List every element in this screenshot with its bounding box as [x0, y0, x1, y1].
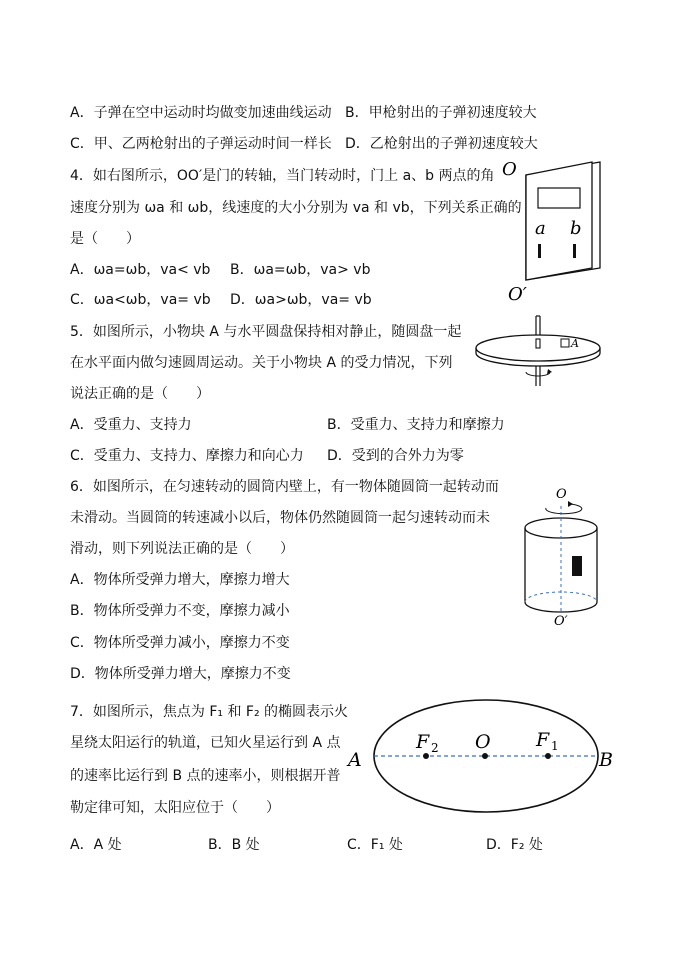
q7-stem-line1: 7．如图所示，焦点为 F₁ 和 F₂ 的椭圆表示火: [70, 704, 349, 720]
q3-option-a: A．子弹在空中运动时均做变加速曲线运动: [70, 105, 332, 121]
q6-option-d: D．物体所受弹力增大，摩擦力不变: [70, 666, 291, 682]
q4-stem-line3: 是（ ）: [70, 231, 140, 247]
cylinder-axis-top-label: O: [556, 487, 567, 502]
q7-option-d: D．F₂ 处: [486, 837, 543, 853]
axis-top-label: O: [502, 159, 517, 180]
point-b-label: b: [570, 218, 582, 239]
focus-f2-subscript: 2: [431, 741, 439, 755]
point-b-marker: [573, 244, 576, 258]
q7-stem-line4: 勒定律可知，太阳应位于（ ）: [70, 800, 280, 816]
q4-option-d: D．ωa>ωb，va= vb: [230, 292, 372, 308]
q7-option-c: C．F₁ 处: [347, 837, 403, 853]
q6-stem-line2: 未滑动。当圆筒的转速减小以后，物体仍然随圆筒一起匀速转动而未: [70, 510, 490, 526]
door-figure: [500, 158, 610, 306]
center-o-point: [482, 753, 488, 759]
cylinder-axis-bottom-label: O′: [554, 614, 568, 629]
q6-option-b: B．物体所受弹力不变，摩擦力减小: [70, 603, 290, 619]
focus-f1-label: F: [536, 729, 550, 751]
q4-option-c: C．ωa<ωb，va= vb: [70, 292, 211, 308]
point-b-label: B: [599, 749, 613, 771]
q3-option-c: C．甲、乙两枪射出的子弹运动时间一样长: [70, 136, 332, 152]
ellipse-orbit-figure: [340, 694, 620, 822]
q6-option-a: A．物体所受弹力增大，摩擦力增大: [70, 572, 290, 588]
q3-option-b: B．甲枪射出的子弹初速度较大: [345, 105, 537, 121]
q5-option-d: D．受到的合外力为零: [327, 448, 464, 464]
q7-option-b: B．B 处: [208, 837, 260, 853]
q5-option-a: A．受重力、支持力: [70, 417, 192, 433]
cylinder-object: [572, 556, 582, 576]
focus-f1-point: [545, 753, 551, 759]
q5-stem-line1: 5．如图所示，小物块 A 与水平圆盘保持相对静止，随圆盘一起: [70, 324, 462, 340]
q5-option-c: C．受重力、支持力、摩擦力和向心力: [70, 448, 304, 464]
turntable-figure: [470, 312, 610, 390]
q6-stem-line3: 滑动，则下列说法正确的是（ ）: [70, 541, 294, 557]
focus-f2-label: F: [416, 731, 430, 753]
cylinder-figure: [516, 484, 616, 630]
point-a-label: a: [535, 218, 546, 239]
q6-stem-line1: 6．如图所示，在匀速转动的圆筒内壁上，有一物体随圆筒一起转动而: [70, 479, 499, 495]
block-a-label: A: [571, 337, 579, 350]
q5-stem-line2: 在水平面内做匀速圆周运动。关于小物块 A 的受力情况，下列: [70, 355, 453, 371]
q7-option-a: A．A 处: [70, 837, 122, 853]
center-o-label: O: [475, 731, 491, 753]
q4-option-a: A．ωa=ωb，va< vb: [70, 262, 211, 278]
q3-option-d: D．乙枪射出的子弹初速度较大: [345, 136, 538, 152]
q4-option-b: B．ωa=ωb，va> vb: [230, 262, 371, 278]
q5-stem-line3: 说法正确的是（ ）: [70, 386, 210, 402]
focus-f1-subscript: 1: [551, 739, 559, 753]
focus-f2-point: [423, 753, 429, 759]
q5-option-b: B．受重力、支持力和摩擦力: [327, 417, 505, 433]
q7-stem-line2: 星绕太阳运行的轨道，已知火星运行到 A 点: [70, 735, 341, 751]
point-a-marker: [538, 244, 541, 258]
axis-bottom-label: O′: [508, 284, 527, 305]
block-a: [561, 339, 569, 347]
rotation-arrow: [526, 372, 550, 376]
q4-stem-line1: 4．如右图所示，OO′是门的转轴，当门转动时，门上 a、b 两点的角: [70, 168, 495, 184]
q7-stem-line3: 的速率比运行到 B 点的速率小，则根据开普: [70, 768, 341, 784]
q6-option-c: C．物体所受弹力减小，摩擦力不变: [70, 635, 290, 651]
point-a-label: A: [348, 749, 362, 771]
q4-stem-line2: 速度分别为 ωa 和 ωb，线速度的大小分别为 va 和 vb，下列关系正确的: [70, 200, 522, 216]
cylinder-rotation-arrow: [546, 504, 582, 514]
